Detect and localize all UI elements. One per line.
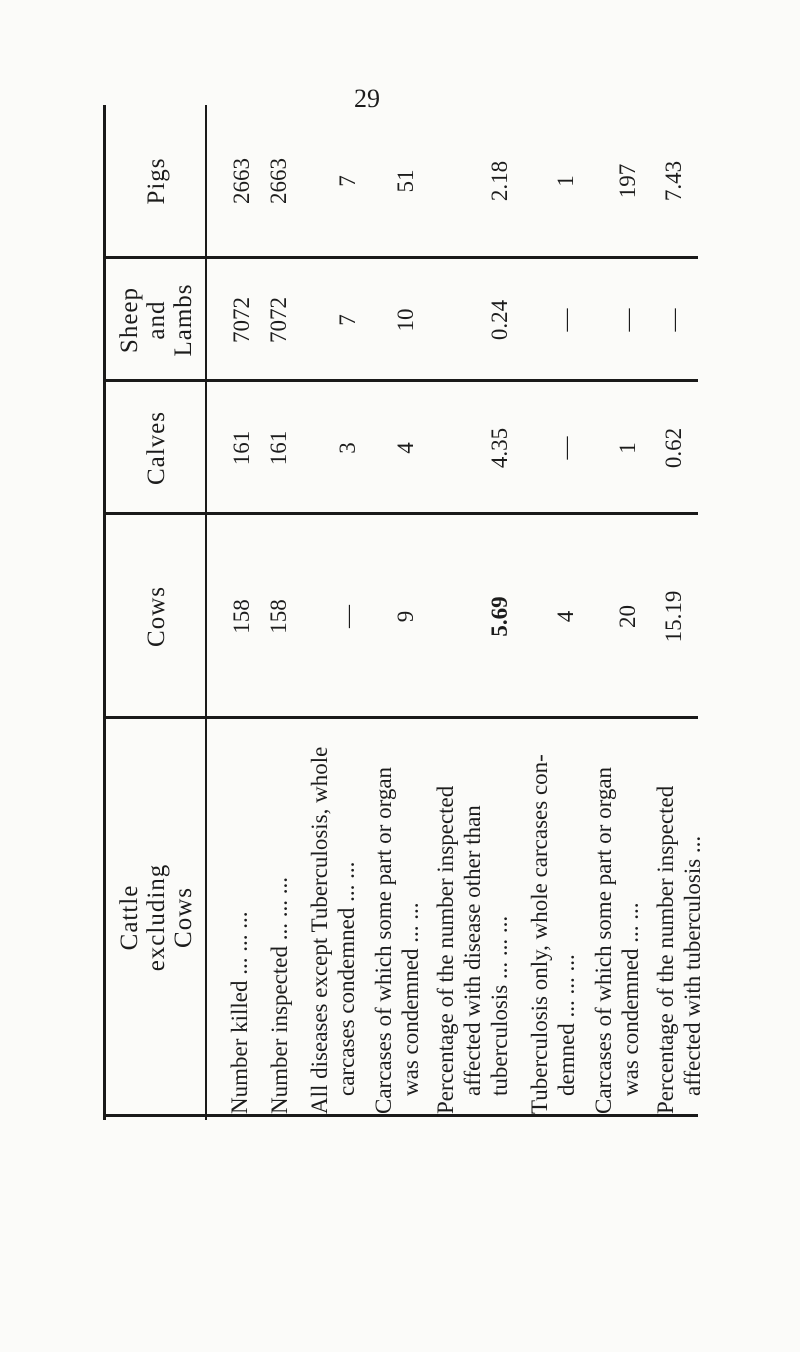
cell-calves: 1 — [615, 442, 640, 454]
cell-pigs: 2663 — [229, 158, 254, 204]
cell-cows: 15.19 — [661, 590, 686, 643]
table-row — [614, 104, 642, 716]
header-line: Cows — [169, 887, 197, 948]
table-row — [334, 104, 362, 716]
column-header-sheep — [108, 261, 204, 379]
cell-cows: 20 — [615, 605, 640, 628]
column-rule — [103, 1114, 698, 1117]
cell-calves: 161 — [229, 430, 254, 466]
header-line: Sheep — [115, 286, 143, 354]
row-label-percentage-tuberculosis — [652, 721, 706, 1114]
cell-calves: 4 — [393, 442, 418, 454]
cell-pigs: 7.43 — [661, 160, 686, 202]
table-row — [552, 104, 580, 716]
cell-sheep: 7 — [335, 314, 360, 326]
row-label-number-inspected — [266, 721, 293, 1114]
row-label-number-killed — [226, 721, 253, 1114]
cell-pigs: 2663 — [266, 158, 291, 204]
label-line: carcases condemned ... ... — [334, 861, 359, 1096]
cell-pigs: 51 — [393, 169, 418, 193]
label-line: Number inspected ... ... ... — [267, 877, 292, 1114]
label-line: affected with tuberculosis ... — [680, 835, 705, 1096]
cell-cows: 158 — [266, 599, 291, 634]
cell-sheep: 10 — [393, 308, 418, 332]
cell-cows: 158 — [229, 599, 254, 634]
label-line: was condemned ... ... — [398, 902, 423, 1096]
cell-cows: 9 — [393, 610, 418, 623]
cell-sheep: — — [615, 308, 640, 332]
cell-pigs: 197 — [615, 163, 640, 199]
cell-calves: 0.62 — [661, 427, 686, 469]
header-line: Cows — [142, 586, 170, 647]
cell-sheep: — — [661, 308, 686, 332]
table-row — [486, 104, 514, 716]
column-header-cows — [108, 517, 204, 716]
label-line: affected with disease other than — [460, 805, 485, 1096]
cell-cows: 5.69 — [487, 596, 512, 637]
label-line: tuberculosis ... ... ... — [487, 915, 512, 1096]
label-line: Carcases of which some part or organ — [591, 766, 616, 1114]
cell-calves: — — [553, 436, 578, 460]
cell-sheep: — — [553, 308, 578, 332]
cell-pigs: 2.18 — [487, 160, 512, 202]
cell-cows: 4 — [553, 610, 578, 623]
label-line: Carcases of which some part or organ — [371, 766, 396, 1114]
header-line: Calves — [142, 410, 170, 486]
column-header-cattle — [108, 721, 204, 1114]
page-number: 29 — [354, 84, 380, 113]
table-row — [392, 104, 420, 716]
row-label-all-diseases-part — [370, 721, 424, 1114]
label-line: was condemned ... ... — [618, 902, 643, 1096]
column-rule — [103, 716, 698, 719]
table-row — [660, 104, 688, 716]
cell-sheep: 7072 — [229, 297, 254, 343]
table-row — [265, 104, 293, 716]
cell-cows: — — [335, 605, 360, 628]
column-header-calves — [108, 384, 204, 512]
cell-calves: 3 — [335, 442, 360, 454]
header-line: excluding — [142, 863, 170, 972]
label-line: Percentage of the number inspected — [653, 785, 678, 1114]
column-header-pigs — [108, 106, 204, 256]
cell-pigs: 1 — [553, 175, 578, 187]
cell-pigs: 7 — [335, 175, 360, 187]
cell-calves: 161 — [266, 430, 291, 466]
header-line: and — [142, 300, 170, 340]
header-line: Pigs — [142, 157, 170, 205]
cell-sheep: 7072 — [266, 297, 291, 343]
cell-sheep: 0.24 — [487, 299, 512, 341]
row-label-tuberculosis-part — [590, 721, 644, 1114]
label-line: Percentage of the number inspected — [433, 785, 458, 1114]
label-line: All diseases except Tuberculosis, whole — [307, 746, 332, 1114]
label-line: Tuberculosis only, whole carcases con- — [527, 754, 552, 1114]
row-label-tuberculosis-whole — [526, 721, 580, 1114]
header-line: Cattle — [115, 884, 143, 951]
header-line: Lambs — [169, 283, 197, 357]
row-label-all-diseases-whole — [306, 721, 360, 1114]
label-line: Number killed ... ... ... — [227, 911, 252, 1114]
table-row — [228, 104, 256, 716]
cell-calves: 4.35 — [487, 427, 512, 469]
row-label-percentage-other-disease — [432, 721, 513, 1114]
label-line: demned ... ... ... — [554, 954, 579, 1096]
